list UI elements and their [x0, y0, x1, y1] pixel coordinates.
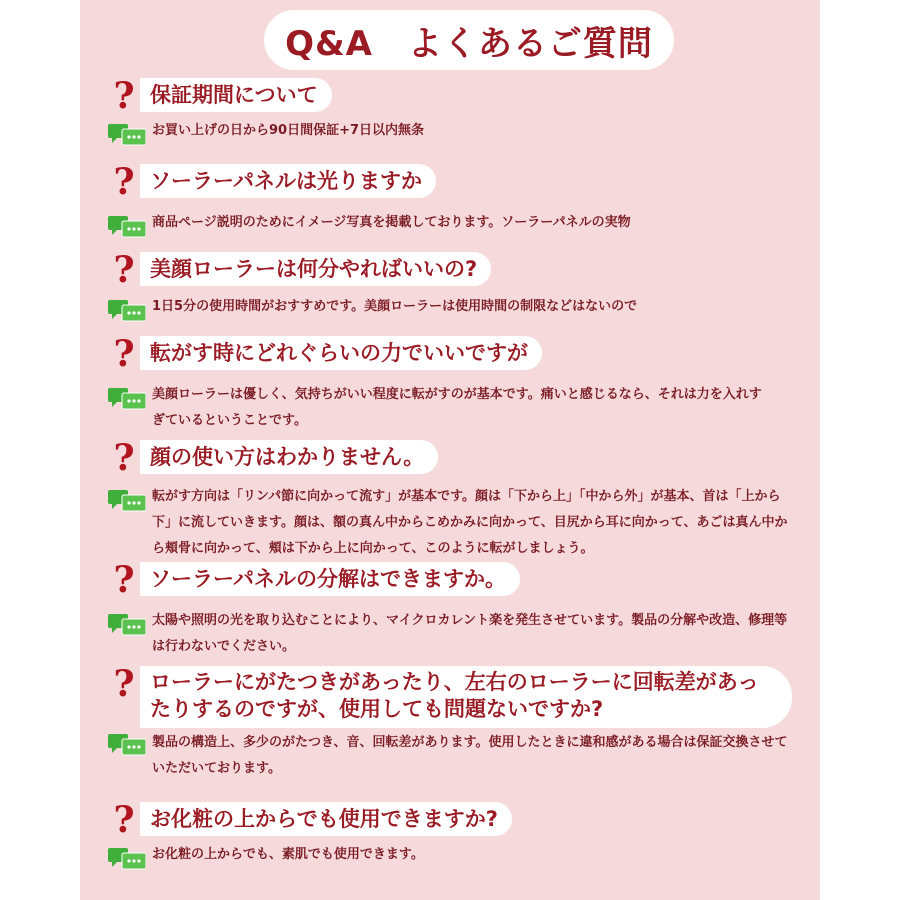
qa-item	[0, 333, 900, 428]
question-text: ローラーにがたつきがあったり、左右のローラーに回転差があったりするのですが、使用しても問題ないですか?	[140, 666, 792, 728]
question-row	[0, 76, 900, 116]
answer-text: 美顔ローラーは優しく、気持ちがいい程度に転がすのが基本です。痛いと感じるなら、それは力を入れすぎているということです。	[152, 387, 762, 428]
question-mark-icon: ?	[113, 161, 135, 203]
qa-item	[0, 437, 900, 556]
question-mark-icon: ?	[113, 249, 135, 291]
qa-item	[0, 799, 900, 862]
chat-bubbles-icon	[108, 124, 146, 146]
answer-text: お化粧の上からでも、素肌でも使用できます。	[152, 847, 424, 862]
chat-bubbles-icon	[108, 490, 146, 512]
chat-bubbles-icon	[108, 388, 146, 410]
chat-bubbles-icon	[108, 216, 146, 238]
chat-bubbles-icon	[108, 614, 146, 636]
question-text: ソーラーパネルの分解はできますか。	[140, 562, 520, 596]
answer-text: 製品の構造上、多少のがたつき、音、回転差があります。使用したときに違和感がある場合は保証交換させていただいております。	[152, 735, 788, 776]
question-mark-icon: ?	[113, 799, 135, 841]
chat-bubbles-icon	[108, 848, 146, 870]
question-text: 転がす時にどれぐらいの力でいいですが	[140, 336, 542, 370]
qa-item	[0, 75, 900, 138]
question-row	[0, 162, 900, 202]
question-mark-icon: ?	[113, 663, 135, 705]
qa-item	[0, 663, 900, 776]
question-mark-icon: ?	[113, 437, 135, 479]
question-row	[0, 560, 900, 600]
answer-text: 商品ページ説明のためにイメージ写真を掲載しております。ソーラーパネルの実物	[152, 215, 631, 230]
question-row	[0, 334, 900, 374]
question-row	[0, 438, 900, 478]
question-mark-icon: ?	[113, 75, 135, 117]
question-row	[0, 664, 900, 726]
answer-text: 太陽や照明の光を取り込むことにより、マイクロカレント楽を発生させています。製品の分解や改造、修理等は行わないでください。	[152, 613, 788, 654]
question-text: ソーラーパネルは光りますか	[140, 164, 436, 198]
question-row	[0, 800, 900, 840]
qa-item	[0, 161, 900, 230]
chat-bubbles-icon	[108, 300, 146, 322]
page-title: Q&A よくあるご質問	[264, 10, 674, 70]
question-text: お化粧の上からでも使用できますか?	[140, 802, 512, 836]
answer-text: 1日5分の使用時間がおすすめです。美顔ローラーは使用時間の制限などはないので	[152, 299, 638, 314]
question-text: 保証期間について	[140, 78, 332, 112]
question-row	[0, 250, 900, 290]
qa-item	[0, 249, 900, 314]
question-text: 顔の使い方はわかりません。	[140, 440, 438, 474]
question-mark-icon: ?	[113, 333, 135, 375]
answer-text: 転がす方向は「リンパ節に向かって流す」が基本です。顔は「下から上」「中から外」が基本、首は「上から下」に流していきます。顔は、額の真ん中からこめかみに向かって、目尻から耳に向かって、あごは真ん中から頬骨に向かって、頬は下から上に向かって、このように転がしましょう。	[152, 489, 788, 556]
qa-item	[0, 559, 900, 654]
question-mark-icon: ?	[113, 559, 135, 601]
question-text: 美顔ローラーは何分やればいいの?	[140, 252, 491, 286]
chat-bubbles-icon	[108, 734, 146, 756]
answer-text: お買い上げの日から90日間保証+7日以内無条	[152, 123, 425, 138]
